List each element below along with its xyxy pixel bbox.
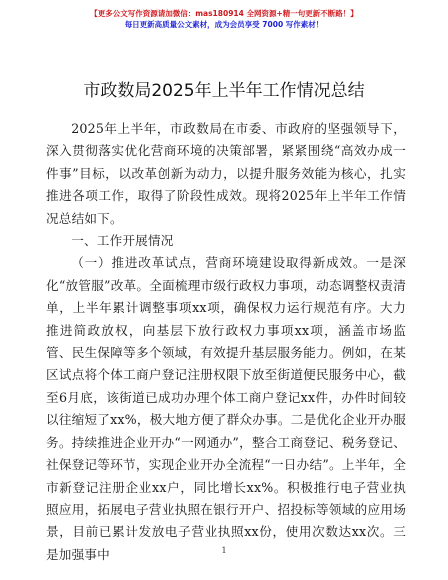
document-title: 市政数局2025年上半年工作情况总结 <box>83 81 365 101</box>
section-heading: 一、工作开展情况 <box>71 233 174 249</box>
page-number: 1 <box>221 546 227 555</box>
intro-paragraph: 2025年上半年，市政数局在市委、市政府的坚强领导下，深入贯彻落实优化营商环境的决策部署，紧紧围绕“高效办成一件事”目标，以改革创新为动力，以提升服务效能为核心，扎实推进各项工作，取得了阶段性成效。现将2025年上半年工作情况总结如下。 <box>46 121 406 226</box>
body-paragraph: （一）推进改革试点，营商环境建设取得新成效。一是深化“放管服”改革。全面梳理市级行政权力事项，动态调整权责清单，上半年累计调整事项xx项，确保权力运行规范有序。大力推进简政放权，向基层下放行政权力事项xx项，涵盖市场监管、民生保障等多个领域，有效提升基层服务能力。例如，在某区试点将个体工商户登记注册权限下放至街道便民服务中心，截至6月底，该街道已成功办理个体工商户登记xx件，办件时间较以往缩短了xx%，极大地方便了群众办事。二是优化企业开办服务。持续推进企业开办“一网通办”，整合工商登记、税务登记、社保登记等环节，实现企业开办全流程“一日办结”。上半年，全市新登记注册企业xx户，同比增长xx%。积极推行电子营业执照应用，拓展电子营业执照在银行开户、招投标等领域的应用场景，目前已累计发放电子营业执照xx份，使用次数达xx次。三是加强事中 <box>46 255 406 562</box>
promo-banner-line-1: 【更多公文写作资源请加微信：mas180914 全网资源+精一句更新不断路！】 <box>90 9 358 18</box>
document-body <box>46 118 406 566</box>
promo-banner-line-2: 每日更新高质量公文素材，成为会员享受 7000 写作素材！ <box>124 20 324 29</box>
promo-banner <box>0 8 448 30</box>
